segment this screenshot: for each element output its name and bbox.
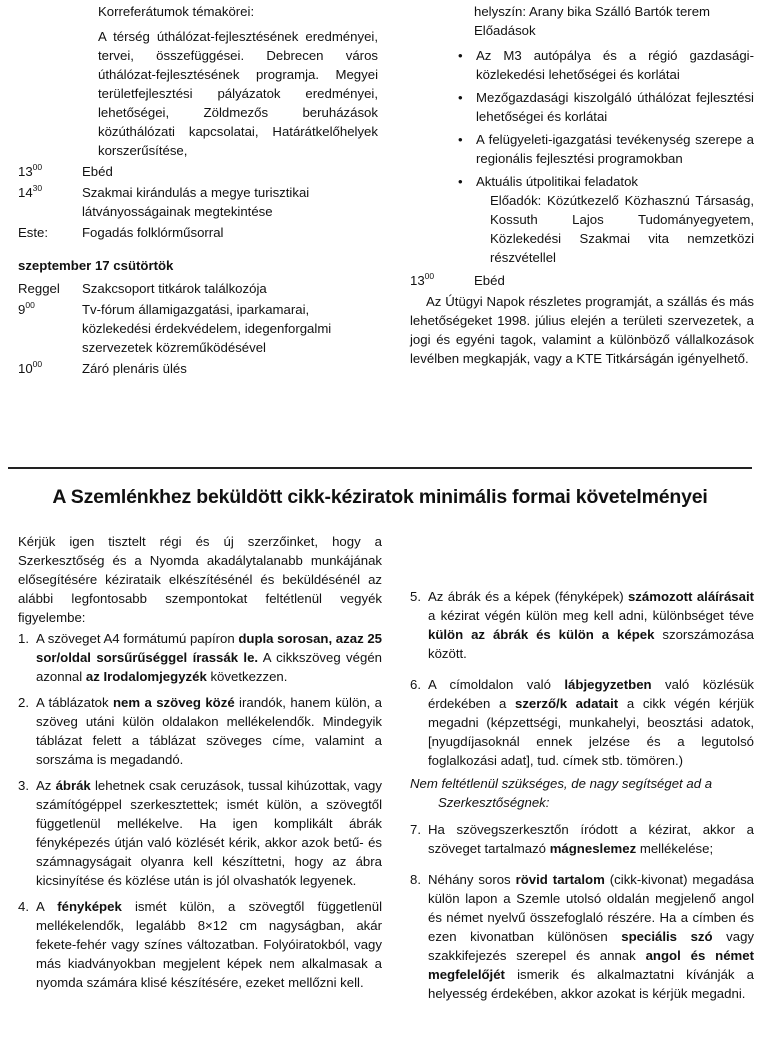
article-intro: Kérjük igen tisztelt régi és új szerzőinket, hogy a Szerkesztőség és a Nyomda akadálytalanabb munkájának elősegítésére kézirataik elkészítésénél és beküldésénél az alábbi legfontosabb szempontokat feltétlenül vegyék figyelembe: xyxy=(18,534,382,625)
article-right-column xyxy=(410,587,754,1010)
item-text: A táblázatok nem a szöveg közé irandók, hanem külön, a szöveg utáni külön oldalakon mellékelendők. Mindegyik táblázat felett a táblázat szöveges címe, valamint a sorszáma is megadandó. xyxy=(36,695,383,767)
schedule-text: Tv-fórum államigazgatási, iparkamarai, közlekedési érdekvédelem, idegenforgalmi szervezetek közreműködésével xyxy=(82,302,332,355)
bullet-icon: • xyxy=(458,132,463,147)
article-left-column xyxy=(18,532,382,999)
bullet-icon: • xyxy=(458,90,463,105)
presenters-text: Előadók: Közútkezelő Közhasznú Társaság, Kossuth Lajos Tudományegyetem, Közlekedési Szakmai vita nemzetközi részvétellel xyxy=(490,193,754,265)
item-text: Az ábrák és a képek (fényképek) számozott aláírásait a kézirat végén külön meg kell adni, különbséget téve külön az ábrák és külön a képek szorszámozása között. xyxy=(428,589,755,661)
optional-note xyxy=(410,774,754,812)
schedule-time: Este: xyxy=(18,225,49,240)
schedule-text: Ebéd xyxy=(82,164,113,179)
bullet-icon: • xyxy=(458,174,463,189)
schedule-text: Fogadás folklórműsorral xyxy=(82,225,224,240)
item-text: Az ábrák lehetnek csak ceruzások, tussal kihúzottak, vagy számítógéppel szerkesztettek; ismét külön, a szövegtől függetlenül mellékelve. Ha igen komplikált ábrák fényképezés útján való közlését kérik, akkor azok betű- és számnagyságait olyanra kell készíttetni, hogy az ábra kicsinyítése és közlése után is jól olvashatók legyenek. xyxy=(36,778,382,888)
item-text: Néhány soros rövid tartalom (cikk-kivonat) megadása külön lapon a Szemle utolsó oldalán megjelenő angol és német nyelvű összefoglaló részére. Ha a címben és ezen kivonatban különösen speciális szó vagy szakkifejezés szerepel és annak angol és német megfelelőjét ismerik és alkalmaztatni kívánják a helyesség érdekében, akkor azokat is kérjük megadni. xyxy=(428,872,755,1001)
schedule-row xyxy=(18,300,378,357)
item-number: 6. xyxy=(410,677,421,692)
korref-title: Korreferátumok témakörei: xyxy=(98,4,255,19)
item-number: 8. xyxy=(410,872,421,887)
schedule-text: Szakmai kirándulás a megye turisztikai látványosságainak megtekintése xyxy=(82,185,310,219)
schedule-text: Szakcsoport titkárok találkozója xyxy=(82,281,267,296)
note-line: Szerkesztőségnek: xyxy=(438,795,550,810)
list-item xyxy=(18,776,382,890)
item-text: Ha szövegszerkesztőn íródott a kézirat, akkor a szöveget tartalmazó mágneslemez mellékelése; xyxy=(428,822,754,856)
item-number: 7. xyxy=(410,822,421,837)
presentations-title: Előadások xyxy=(474,23,536,38)
list-item xyxy=(18,629,382,686)
schedule-row xyxy=(410,271,754,290)
list-item xyxy=(410,675,754,770)
schedule-row xyxy=(18,162,378,181)
bullet-text: A felügyeleti-igazgatási tevékenység szerepe a regionális fejlesztési programokban xyxy=(476,132,754,166)
schedule-text: Záró plenáris ülés xyxy=(82,361,187,376)
closing-paragraph: Az Útügyi Napok részletes programját, a szállás és más lehetőségeket 1998. július elején a területi szervezetek, a jogi és egyéni tagok, valamint a különböző vállalkozások levélben megkapják, vagy a KTE Titkárságán igényelhető. xyxy=(410,294,754,366)
schedule-time: Reggel xyxy=(18,281,60,296)
program-right-column xyxy=(410,2,754,368)
list-item xyxy=(18,693,382,769)
schedule-time: $10^{00}$ xyxy=(18,359,43,376)
bullet-text: Az M3 autópálya és a régió gazdasági-közlekedési lehetőségei és korlátai xyxy=(476,48,754,82)
day-heading: szeptember 17 csütörtök xyxy=(18,258,174,273)
item-text: A fényképek ismét külön, a szövegtől függetlenül mellékelendők, legalább 8×12 cm nagyságban, akár fekete-fehér vagy színes változatban. Folyóiratokból, vagy más kiadványokban megjelent képek nem alkalmasak a nyomda számára klisé készítésére, ezeket mellőzni kell. xyxy=(36,899,383,990)
venue-line: helyszín: Arany bika Szálló Bartók terem xyxy=(474,4,711,19)
item-text: A címoldalon való lábjegyzetben való közlésük érdekében a szerző/k adatait a cikk végén kérjük megadni (képzettségi, munkahelyi, beosztási adatok, [nyugdíjasoknál ennek jelzése és a legutolsó foglalkozási adat], tud. címek stb. tömören.) xyxy=(428,677,755,768)
item-number: 1. xyxy=(18,631,29,646)
schedule-row xyxy=(18,359,378,378)
list-item xyxy=(410,46,754,84)
schedule-row xyxy=(18,279,378,298)
schedule-day2 xyxy=(18,279,378,378)
item-number: 3. xyxy=(18,778,29,793)
schedule-text: Ebéd xyxy=(474,273,505,288)
note-line: Nem feltétlenül szükséges, de nagy segítséget ad a xyxy=(410,776,713,791)
program-left-column xyxy=(18,2,378,378)
schedule-time: $13^{00}$ xyxy=(18,162,43,179)
list-item xyxy=(410,820,754,858)
list-item xyxy=(18,897,382,992)
list-item xyxy=(410,88,754,126)
schedule-row xyxy=(18,223,378,242)
list-item xyxy=(410,587,754,663)
schedule-time: $9^{00}$ xyxy=(18,300,35,317)
list-item xyxy=(410,172,754,191)
item-number: 4. xyxy=(18,899,29,914)
section-divider xyxy=(8,467,752,469)
list-item xyxy=(410,870,754,1003)
schedule-day1-end xyxy=(18,162,378,242)
bullet-icon: • xyxy=(458,48,463,63)
item-text: A szöveget A4 formátumú papíron dupla sorosan, azaz 25 sor/oldal sorsűrűséggel írassák le. A cikkszöveg végén azonnal az Irodalomjegyzék következzen. xyxy=(36,631,382,684)
item-number: 5. xyxy=(410,589,421,604)
bullet-text: Mezőgazdasági kiszolgáló úthálózat fejlesztési lehetőségei és korlátai xyxy=(476,90,754,124)
korref-text: A térség úthálózat-fejlesztésének eredményei, tervei, összefüggései. Debrecen város úthálózat-fejlesztésének programja. Megyei területfejlesztési pályázatok eredményei, lehetőségei, Zöldmezős beruházások közúthálózati kapcsolatai, Határátkelőhelyek korszerűsítése, xyxy=(98,29,378,158)
article-title: A Szemlénkhez beküldött cikk-kéziratok minimális formai követelményei xyxy=(52,486,708,508)
schedule-time: $14^{30}$ xyxy=(18,183,43,200)
schedule-row xyxy=(18,183,378,221)
bullet-text: Aktuális útpolitikai feladatok xyxy=(476,174,639,189)
list-item xyxy=(410,130,754,168)
schedule-time: $13^{00}$ xyxy=(410,271,435,288)
item-number: 2. xyxy=(18,695,29,710)
